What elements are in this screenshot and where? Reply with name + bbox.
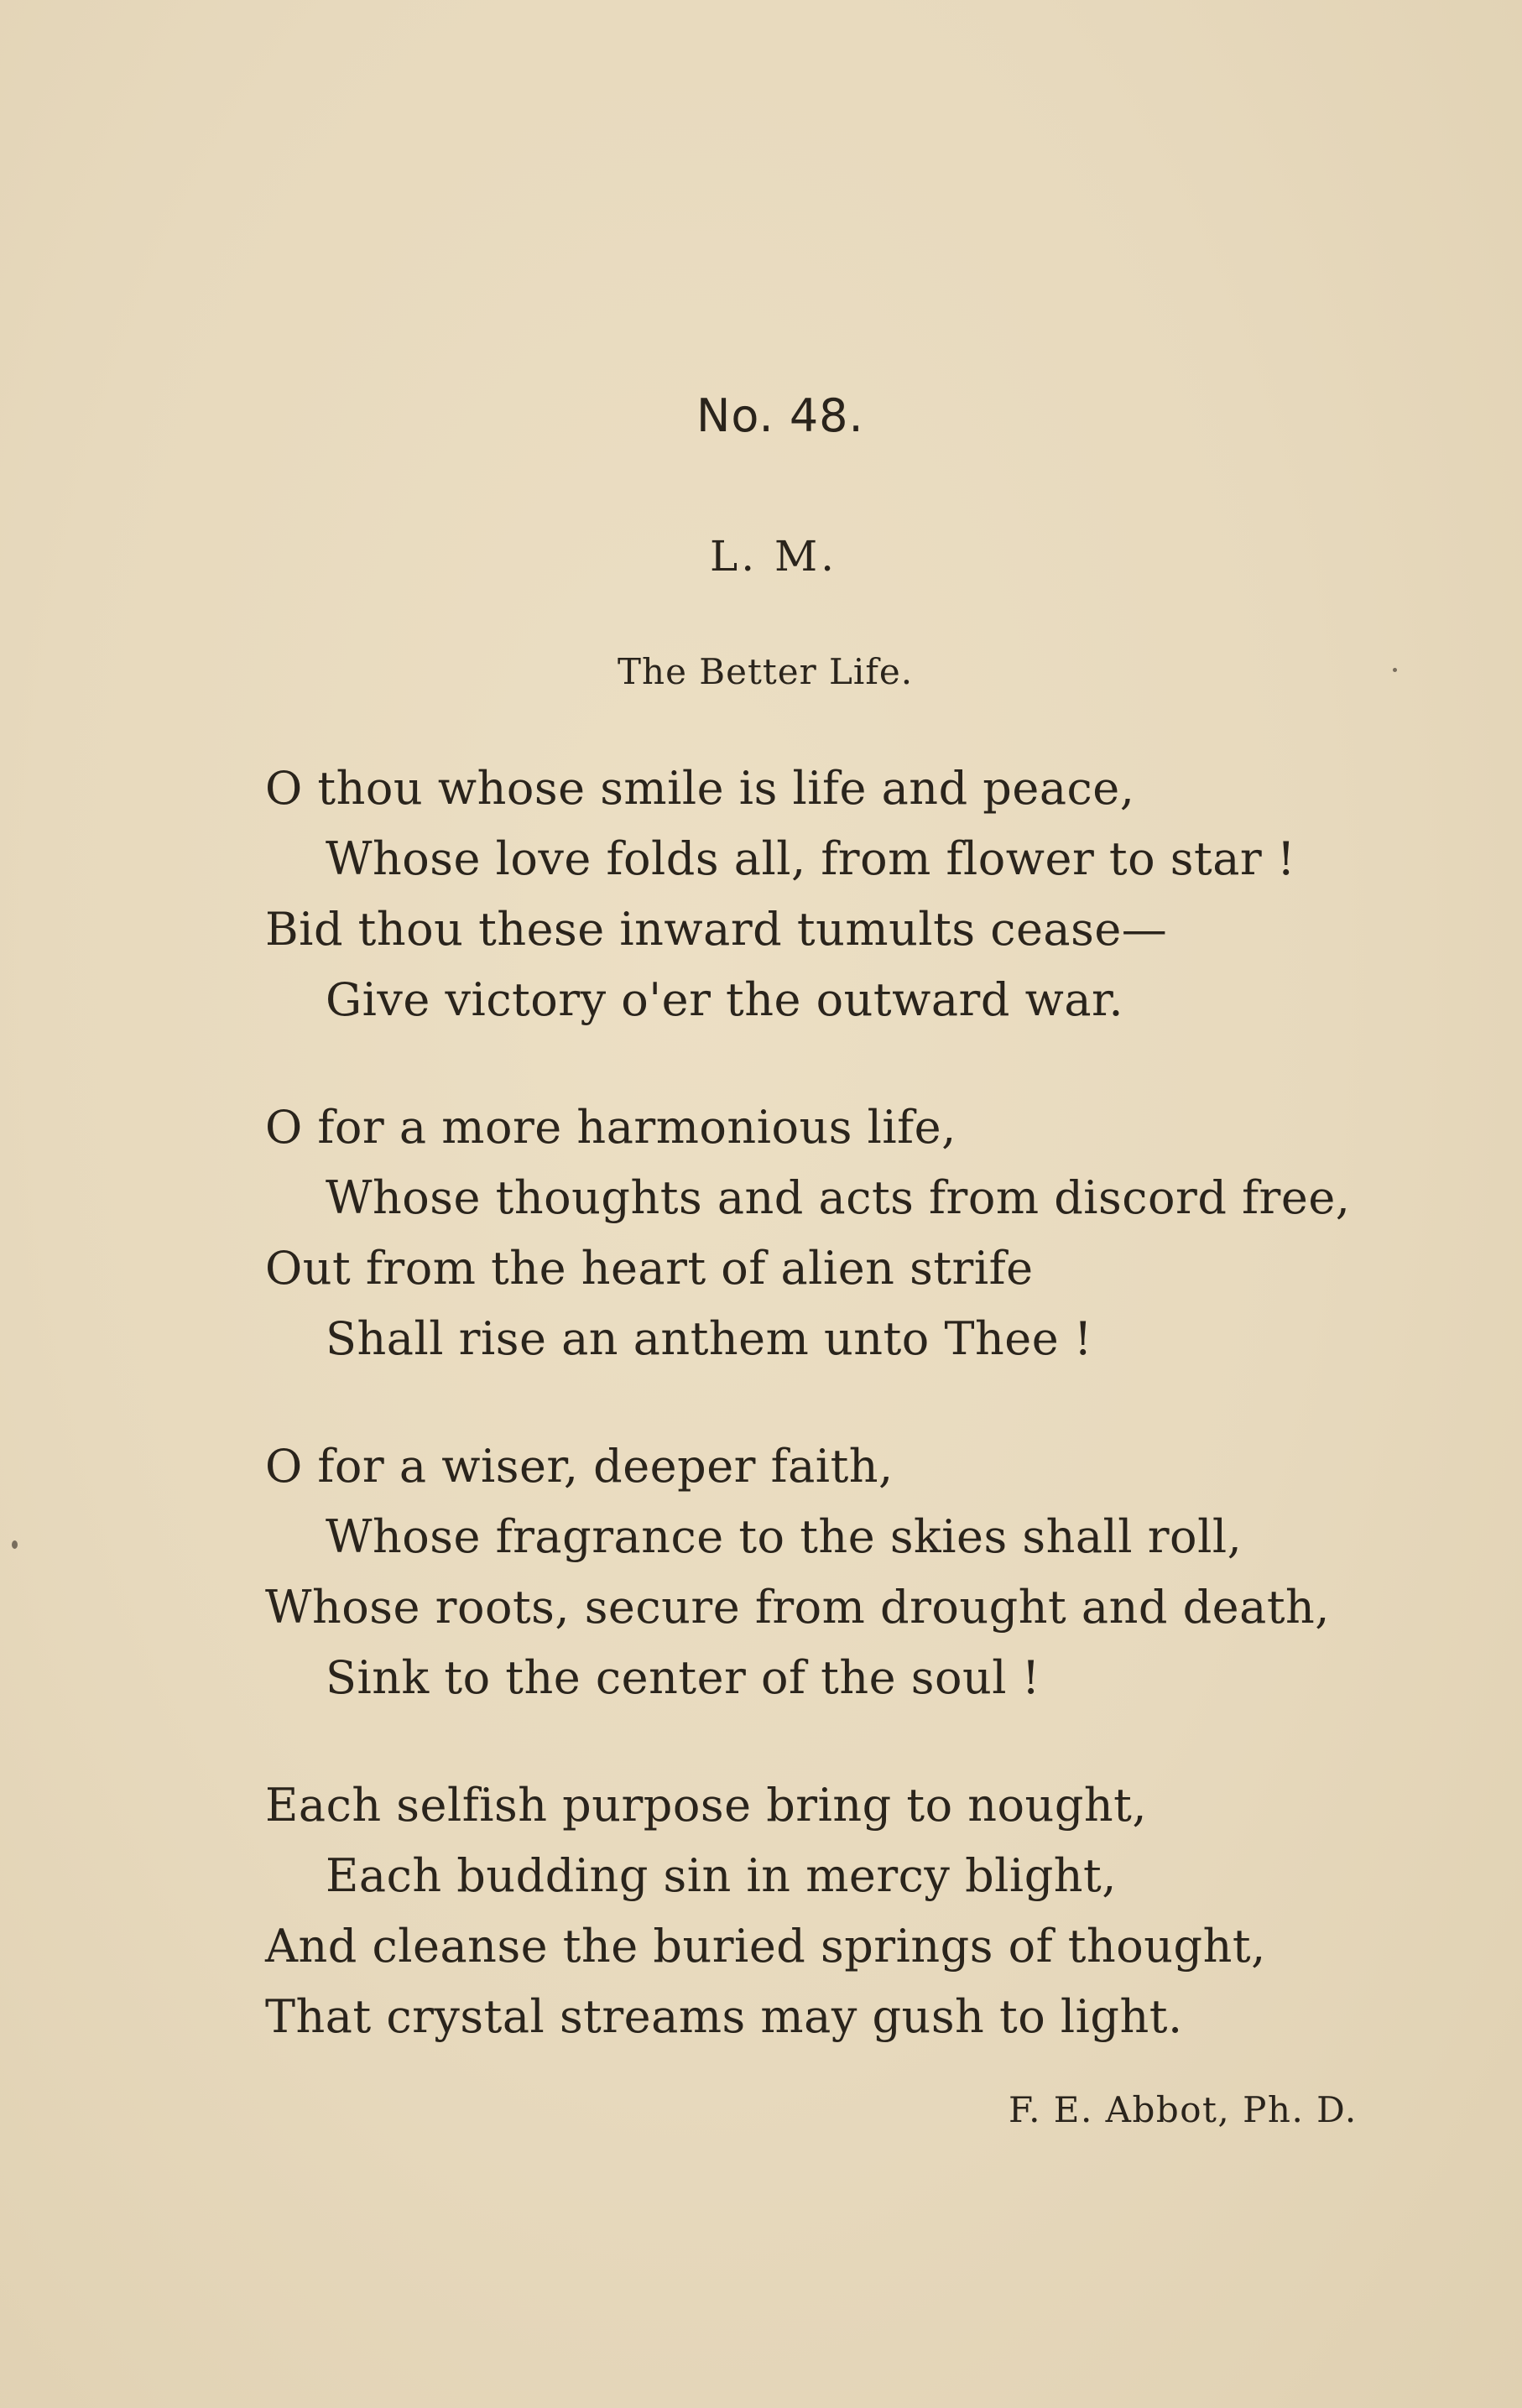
hymn-title: The Better Life.	[618, 651, 914, 692]
ink-speck	[1393, 668, 1397, 672]
stanza	[265, 1770, 1350, 2052]
poem-line: Whose thoughts and acts from discord free,	[326, 1171, 1351, 1224]
poem-line: Whose love folds all, from flower to star !	[326, 832, 1296, 885]
poem-line: Each selfish purpose bring to nought,	[265, 1779, 1148, 1832]
hymn-number: No. 48.	[696, 389, 864, 442]
poem-line: Sink to the center of the soul !	[326, 1651, 1040, 1704]
poem-line: O thou whose smile is life and peace,	[265, 762, 1135, 815]
poem-line: Shall rise an anthem unto Thee !	[326, 1312, 1093, 1365]
poem	[265, 753, 1350, 2109]
poem-line: Bid thou these inward tumults cease—	[265, 903, 1168, 956]
poem-line: Whose fragrance to the skies shall roll,	[326, 1510, 1243, 1563]
stanza	[265, 753, 1350, 1035]
stanza	[265, 1431, 1350, 1713]
stanza	[265, 1092, 1350, 1374]
poem-line: Each budding sin in mercy blight,	[326, 1849, 1117, 1902]
poem-line: Out from the heart of alien strife	[265, 1242, 1034, 1295]
poem-line: That crystal streams may gush to light.	[265, 1990, 1183, 2043]
poem-line: Give victory o'er the outward war.	[326, 973, 1124, 1026]
author-attribution: F. E. Abbot, Ph. D.	[1009, 2089, 1358, 2130]
poem-line: O for a more harmonious life,	[265, 1101, 956, 1154]
hymn-meter: L. M.	[710, 532, 838, 581]
poem-line: And cleanse the buried springs of thought,	[265, 1920, 1266, 1973]
poem-line: O for a wiser, deeper faith,	[265, 1440, 894, 1493]
ink-speck	[12, 1540, 18, 1549]
poem-line: Whose roots, secure from drought and death,	[265, 1581, 1330, 1634]
